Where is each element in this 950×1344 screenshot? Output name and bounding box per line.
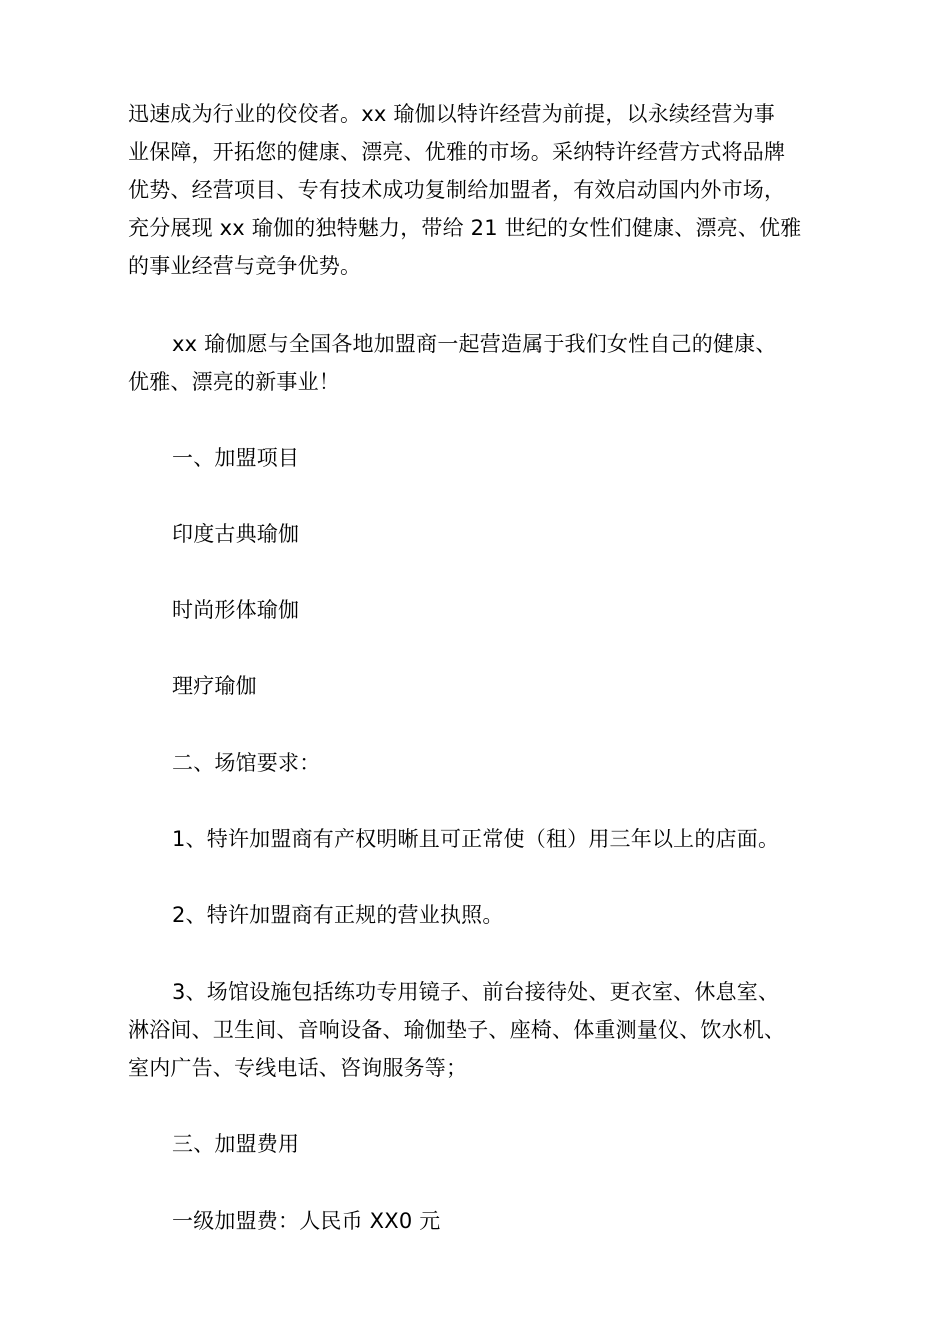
- requirement-3-line-3: 室内广告、专线电话、咨询服务等；: [128, 1056, 468, 1080]
- section2-heading: 二、场馆要求：: [172, 751, 321, 775]
- para2-line-2: 优雅、漂亮的新事业！: [128, 370, 340, 394]
- para1-line-1: 迅速成为行业的佼佼者。xx 瑜伽以特许经营为前提，以永续经营为事: [128, 102, 775, 126]
- requirement-2: 2、特许加盟商有正规的营业执照。: [172, 903, 504, 927]
- para1-line-4: 充分展现 xx 瑜伽的独特魅力，带给 21 世纪的女性们健康、漂亮、优雅: [128, 216, 802, 240]
- section1-item-1: 印度古典瑜伽: [172, 522, 300, 546]
- requirement-1: 1、特许加盟商有产权明晰且可正常使（租）用三年以上的店面。: [172, 827, 780, 851]
- para1-line-2: 业保障，开拓您的健康、漂亮、优雅的市场。采纳特许经营方式将品牌: [128, 140, 786, 164]
- fee-level-1: 一级加盟费：人民币 XX0 元: [172, 1209, 441, 1233]
- section1-item-3: 理疗瑜伽: [172, 674, 257, 698]
- para1-line-5: 的事业经营与竞争优势。: [128, 254, 362, 278]
- requirement-3-line-2: 淋浴间、卫生间、音响设备、瑜伽垫子、座椅、体重测量仪、饮水机、: [128, 1018, 786, 1042]
- para1-line-3: 优势、经营项目、专有技术成功复制给加盟者，有效启动国内外市场，: [128, 178, 786, 202]
- para2-line-1: xx 瑜伽愿与全国各地加盟商一起营造属于我们女性自己的健康、: [172, 332, 777, 356]
- section3-heading: 三、加盟费用: [172, 1132, 300, 1156]
- requirement-3-line-1: 3、场馆设施包括练功专用镜子、前台接待处、更衣室、休息室、: [172, 980, 780, 1004]
- section1-item-2: 时尚形体瑜伽: [172, 598, 300, 622]
- section1-heading: 一、加盟项目: [172, 446, 300, 470]
